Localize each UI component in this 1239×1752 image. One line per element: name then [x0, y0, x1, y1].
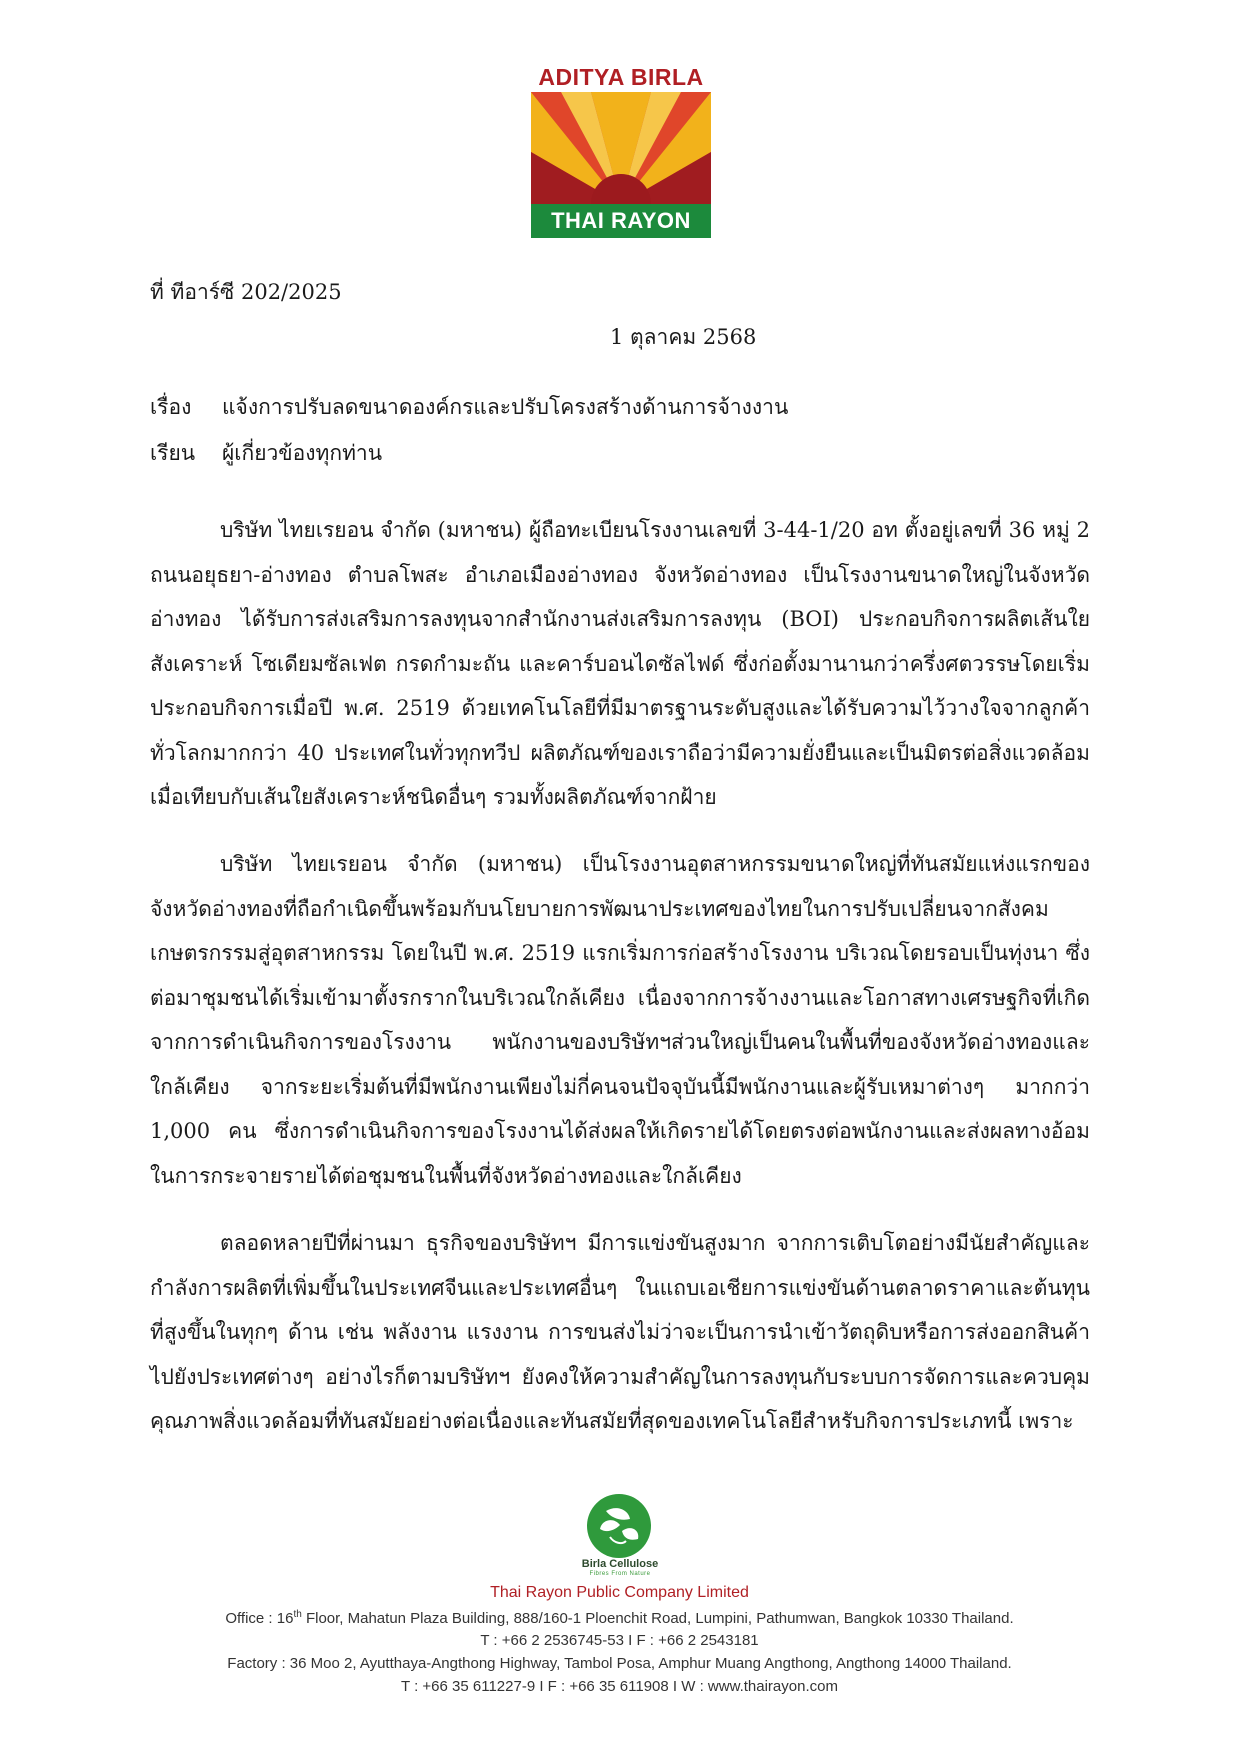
birla-cellulose-tagline: Fibres From Nature	[589, 1571, 651, 1577]
recipient-text: ผู้เกี่ยวข้องทุกท่าน	[222, 441, 383, 465]
birla-cellulose-brand: Birla Cellulose	[581, 1558, 659, 1570]
recipient-label: เรียน	[150, 441, 196, 465]
factory-contact: T : +66 35 611227-9 I F : +66 35 611908 I W : www.thairayon.com	[401, 1678, 838, 1695]
body-paragraph-1: บริษัท ไทยเรยอน จำกัด (มหาชน) ผู้ถือทะเบียนโรงงานเลขที่ 3-44-1/20 อท ตั้งอยู่เลขที่ 36 หมู่ 2 ถนนอยุธยา-อ่างทอง ตำบลโพสะ อำเภอเมืองอ่างทอง จังหวัดอ่างทอง เป็นโรงงานขนาดใหญ่ในจังหวัดอ่างทอง ได้รับการส่งเสริมการลงทุนจากสำนักงานส่งเสริมการลงทุน (BOI) ประกอบกิจการผลิตเส้นใยสังเคราะห์ โซเดียมซัลเฟต กรดกำมะถัน และคาร์บอนไดซัลไฟด์ ซึ่งก่อตั้งมานานกว่าครึ่งศตวรรษโดยเริ่มประกอบกิจการเมื่อปี พ.ศ. 2519 ด้วยเทคโนโลยีที่มีมาตรฐานระดับสูงและได้รับความไว้วางใจจากลูกค้าทั่วโลกมากกว่า 40 ประเทศในทั่วทุกทวีป ผลิตภัณฑ์ของเราถือว่ามีความยั่งยืนและเป็นมิตรต่อสิ่งแวดล้อมเมื่อเทียบกับเส้นใยสังเคราะห์ชนิดอื่นๆ รวมทั้งผลิตภัณฑ์จากฝ้าย	[150, 518, 1090, 809]
aditya-birla-logo	[531, 62, 711, 238]
reference-number: ที่ ทีอาร์ซี 202/2025	[150, 280, 342, 304]
logo-brand-top: ADITYA BIRLA	[538, 63, 704, 90]
body-paragraph-2: บริษัท ไทยเรยอน จำกัด (มหาชน) เป็นโรงงานอุตสาหกรรมขนาดใหญ่ที่ทันสมัยแห่งแรกของจังหวัดอ่างทองที่ถือกำเนิดขึ้นพร้อมกับนโยบายการพัฒนาประเทศของไทยในการปรับเปลี่ยนจากสังคมเกษตรกรรมสู่อุตสาหกรรม โดยในปี พ.ศ. 2519 แรกเริ่มการก่อสร้างโรงงาน บริเวณโดยรอบเป็นทุ่งนา ซึ่งต่อมาชุมชนได้เริ่มเข้ามาตั้งรกรากในบริเวณใกล้เคียง เนื่องจากการจ้างงานและโอกาสทางเศรษฐกิจที่เกิดจากการดำเนินกิจการของโรงงาน พนักงานของบริษัทฯส่วนใหญ่เป็นคนในพื้นที่ของจังหวัดอ่างทองและใกล้เคียง จากระยะเริ่มต้นที่มีพนักงานเพียงไม่กี่คนจนปัจจุบันนี้มีพนักงานและผู้รับเหมาต่างๆ มากกว่า 1,000 คน ซึ่งการดำเนินกิจการของโรงงานได้ส่งผลให้เกิดรายได้โดยตรงต่อพนักงานและส่งผลทางอ้อมในการกระจายรายได้ต่อชุมชนในพื้นที่จังหวัดอ่างทองและใกล้เคียง	[150, 852, 1090, 1188]
company-name: Thai Rayon Public Company Limited	[490, 1584, 749, 1601]
subject-label: เรื่อง	[150, 395, 192, 419]
factory-address: Factory : 36 Moo 2, Ayutthaya-Angthong Highway, Tambol Posa, Amphur Muang Angthong, Angthong 14000 Thailand.	[227, 1655, 1012, 1672]
birla-cellulose-leaf-icon	[586, 1493, 652, 1559]
logo-brand-bottom: THAI RAYON	[531, 204, 711, 238]
subject-text: แจ้งการปรับลดขนาดองค์กรและปรับโครงสร้างด้านการจ้างงาน	[222, 395, 789, 419]
body-paragraph-3: ตลอดหลายปีที่ผ่านมา ธุรกิจของบริษัทฯ มีการแข่งขันสูงมาก จากการเติบโตอย่างมีนัยสำคัญและกำลังการผลิตที่เพิ่มขึ้นในประเทศจีนและประเทศอื่นๆ ในแถบเอเชียการแข่งขันด้านตลาดราคาและต้นทุนที่สูงขึ้นในทุกๆ ด้าน เช่น พลังงาน แรงงาน การขนส่งไม่ว่าจะเป็นการนำเข้าวัตถุดิบหรือการส่งออกสินค้าไปยังประเทศต่างๆ อย่างไรก็ตามบริษัทฯ ยังคงให้ความสำคัญในการลงทุนกับระบบการจัดการและควบคุมคุณภาพสิ่งแวดล้อมที่ทันสมัยอย่างต่อเนื่องและทันสมัยที่สุดของเทคโนโลยีสำหรับกิจการประเภทนี้ เพราะ	[150, 1231, 1090, 1433]
letter-date: 1 ตุลาคม 2568	[610, 325, 757, 349]
sunburst-emblem	[531, 92, 711, 204]
office-phone: T : +66 2 2536745-53 I F : +66 2 2543181	[480, 1632, 759, 1649]
office-address: Office : 16th Floor, Mahatun Plaza Building, 888/160-1 Ploenchit Road, Lumpini, Pathumwan, Bangkok 10330 Thailand.	[225, 1609, 1014, 1627]
